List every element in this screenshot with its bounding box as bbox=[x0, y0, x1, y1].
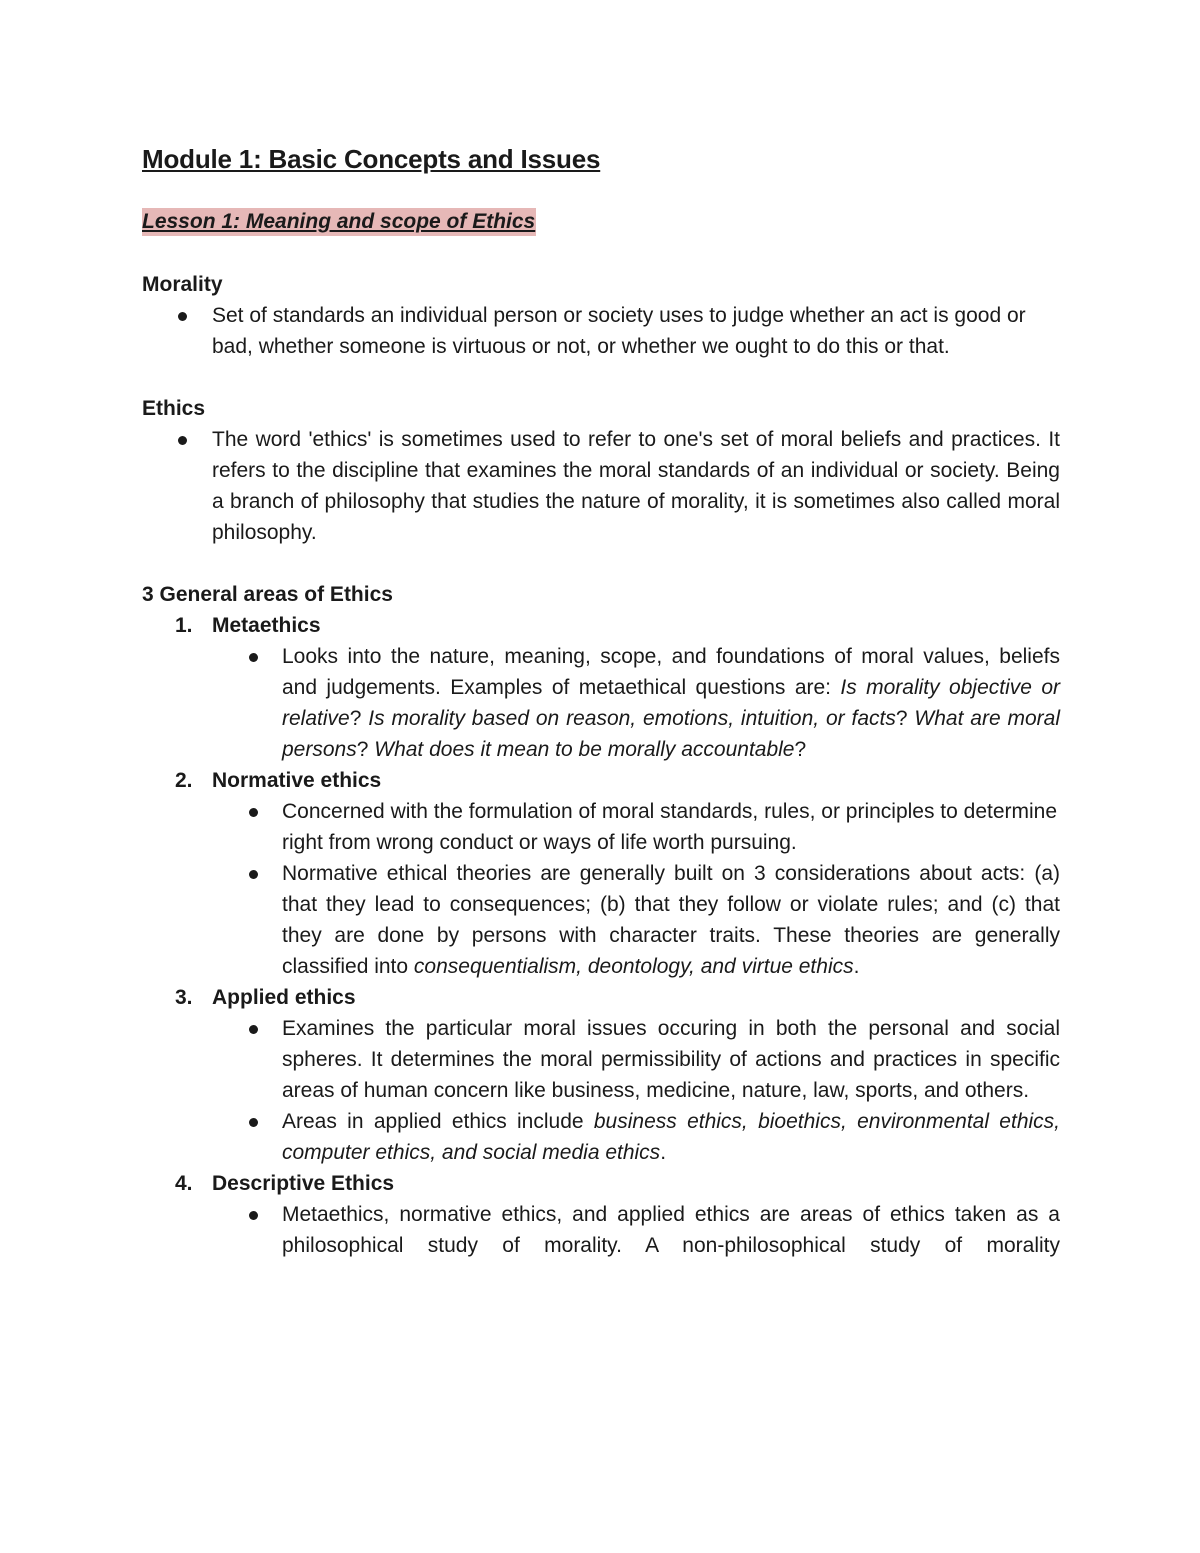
descriptive-bullet-1: Metaethics, normative ethics, and applied ethics are areas of ethics taken as a philosophical study of morality. A non-philosophical study of morality bbox=[142, 1199, 1060, 1261]
applied-bullet-1: Examines the particular moral issues occuring in both the personal and social spheres. It determines the moral permissibility of actions and practices in specific areas of human concern like business, medicine, nature, law, sports, and others. bbox=[142, 1013, 1060, 1106]
areas-list bbox=[142, 610, 1060, 1261]
applied-bullets bbox=[212, 1013, 1060, 1168]
morality-heading: Morality bbox=[142, 273, 223, 296]
area-number: 3. bbox=[175, 986, 193, 1009]
ethics-definition: The word 'ethics' is sometimes used to refer to one's set of moral beliefs and practices. It refers to the discipline that examines the moral standards of an individual or society. Being a branch of philosophy that studies the nature of morality, it is sometimes also called moral philosophy. bbox=[142, 424, 1060, 548]
normative-bullets bbox=[212, 796, 1060, 982]
area-metaethics bbox=[142, 610, 1060, 765]
lesson-title: Lesson 1: Meaning and scope of Ethics bbox=[142, 208, 536, 236]
area-title-applied: Applied ethics bbox=[212, 986, 356, 1009]
area-applied bbox=[142, 982, 1060, 1168]
metaethics-bullet: Looks into the nature, meaning, scope, and foundations of moral values, beliefs and judgements. Examples of metaethical questions are: Is morality objective or relative? Is morality based on reason, emotions, intuition, or facts? What are moral persons? What does it mean to be morally accountable? bbox=[142, 641, 1060, 765]
area-number: 2. bbox=[175, 769, 193, 792]
descriptive-bullets bbox=[212, 1199, 1060, 1261]
applied-bullet-2: Areas in applied ethics include business ethics, bioethics, environmental ethics, computer ethics, and social media ethics. bbox=[142, 1106, 1060, 1168]
ethics-section bbox=[142, 393, 1060, 548]
areas-section bbox=[142, 579, 1060, 1261]
metaethics-question: What are moral persons bbox=[282, 707, 1060, 761]
areas-heading: 3 General areas of Ethics bbox=[142, 583, 393, 606]
ethics-bullets bbox=[142, 424, 1060, 548]
area-title-descriptive: Descriptive Ethics bbox=[212, 1172, 395, 1195]
morality-section bbox=[142, 269, 1060, 362]
area-normative bbox=[142, 765, 1060, 982]
normative-bullet-1: Concerned with the formulation of moral standards, rules, or principles to determine right from wrong conduct or ways of life worth pursuing. bbox=[142, 796, 1060, 858]
area-title-normative: Normative ethics bbox=[212, 769, 382, 792]
metaethics-text: Looks into the nature, meaning, scope, and foundations of moral values, beliefs and judgements. Examples of metaethical questions are: bbox=[282, 645, 1060, 699]
document-page bbox=[142, 140, 1060, 1261]
module-title: Module 1: Basic Concepts and Issues bbox=[142, 144, 601, 174]
normative-bullet-2: Normative ethical theories are generally built on 3 considerations about acts: (a) that they lead to consequences; (b) that they follow or violate rules; and (c) that they are done by persons with character traits. These theories are generally classified into consequentialism, deontology, and virtue ethics. bbox=[142, 858, 1060, 982]
metaethics-question: What does it mean to be morally accountable bbox=[374, 738, 795, 761]
metaethics-question: Is morality based on reason, emotions, intuition, or facts bbox=[368, 707, 896, 730]
metaethics-question: Is morality objective or relative bbox=[282, 676, 1060, 730]
applied-areas: business ethics, bioethics, environmental ethics, computer ethics, and social media ethics bbox=[282, 1110, 1060, 1164]
area-number: 1. bbox=[175, 614, 193, 637]
normative-theories: consequentialism, deontology, and virtue ethics bbox=[413, 955, 854, 978]
area-descriptive bbox=[142, 1168, 1060, 1261]
morality-definition: Set of standards an individual person or society uses to judge whether an act is good or bad, whether someone is virtuous or not, or whether we ought to do this or that. bbox=[142, 300, 1060, 362]
ethics-heading: Ethics bbox=[142, 397, 206, 420]
area-number: 4. bbox=[175, 1172, 193, 1195]
area-title-metaethics: Metaethics bbox=[212, 614, 321, 637]
morality-bullets bbox=[142, 300, 1060, 362]
metaethics-bullets bbox=[212, 641, 1060, 765]
